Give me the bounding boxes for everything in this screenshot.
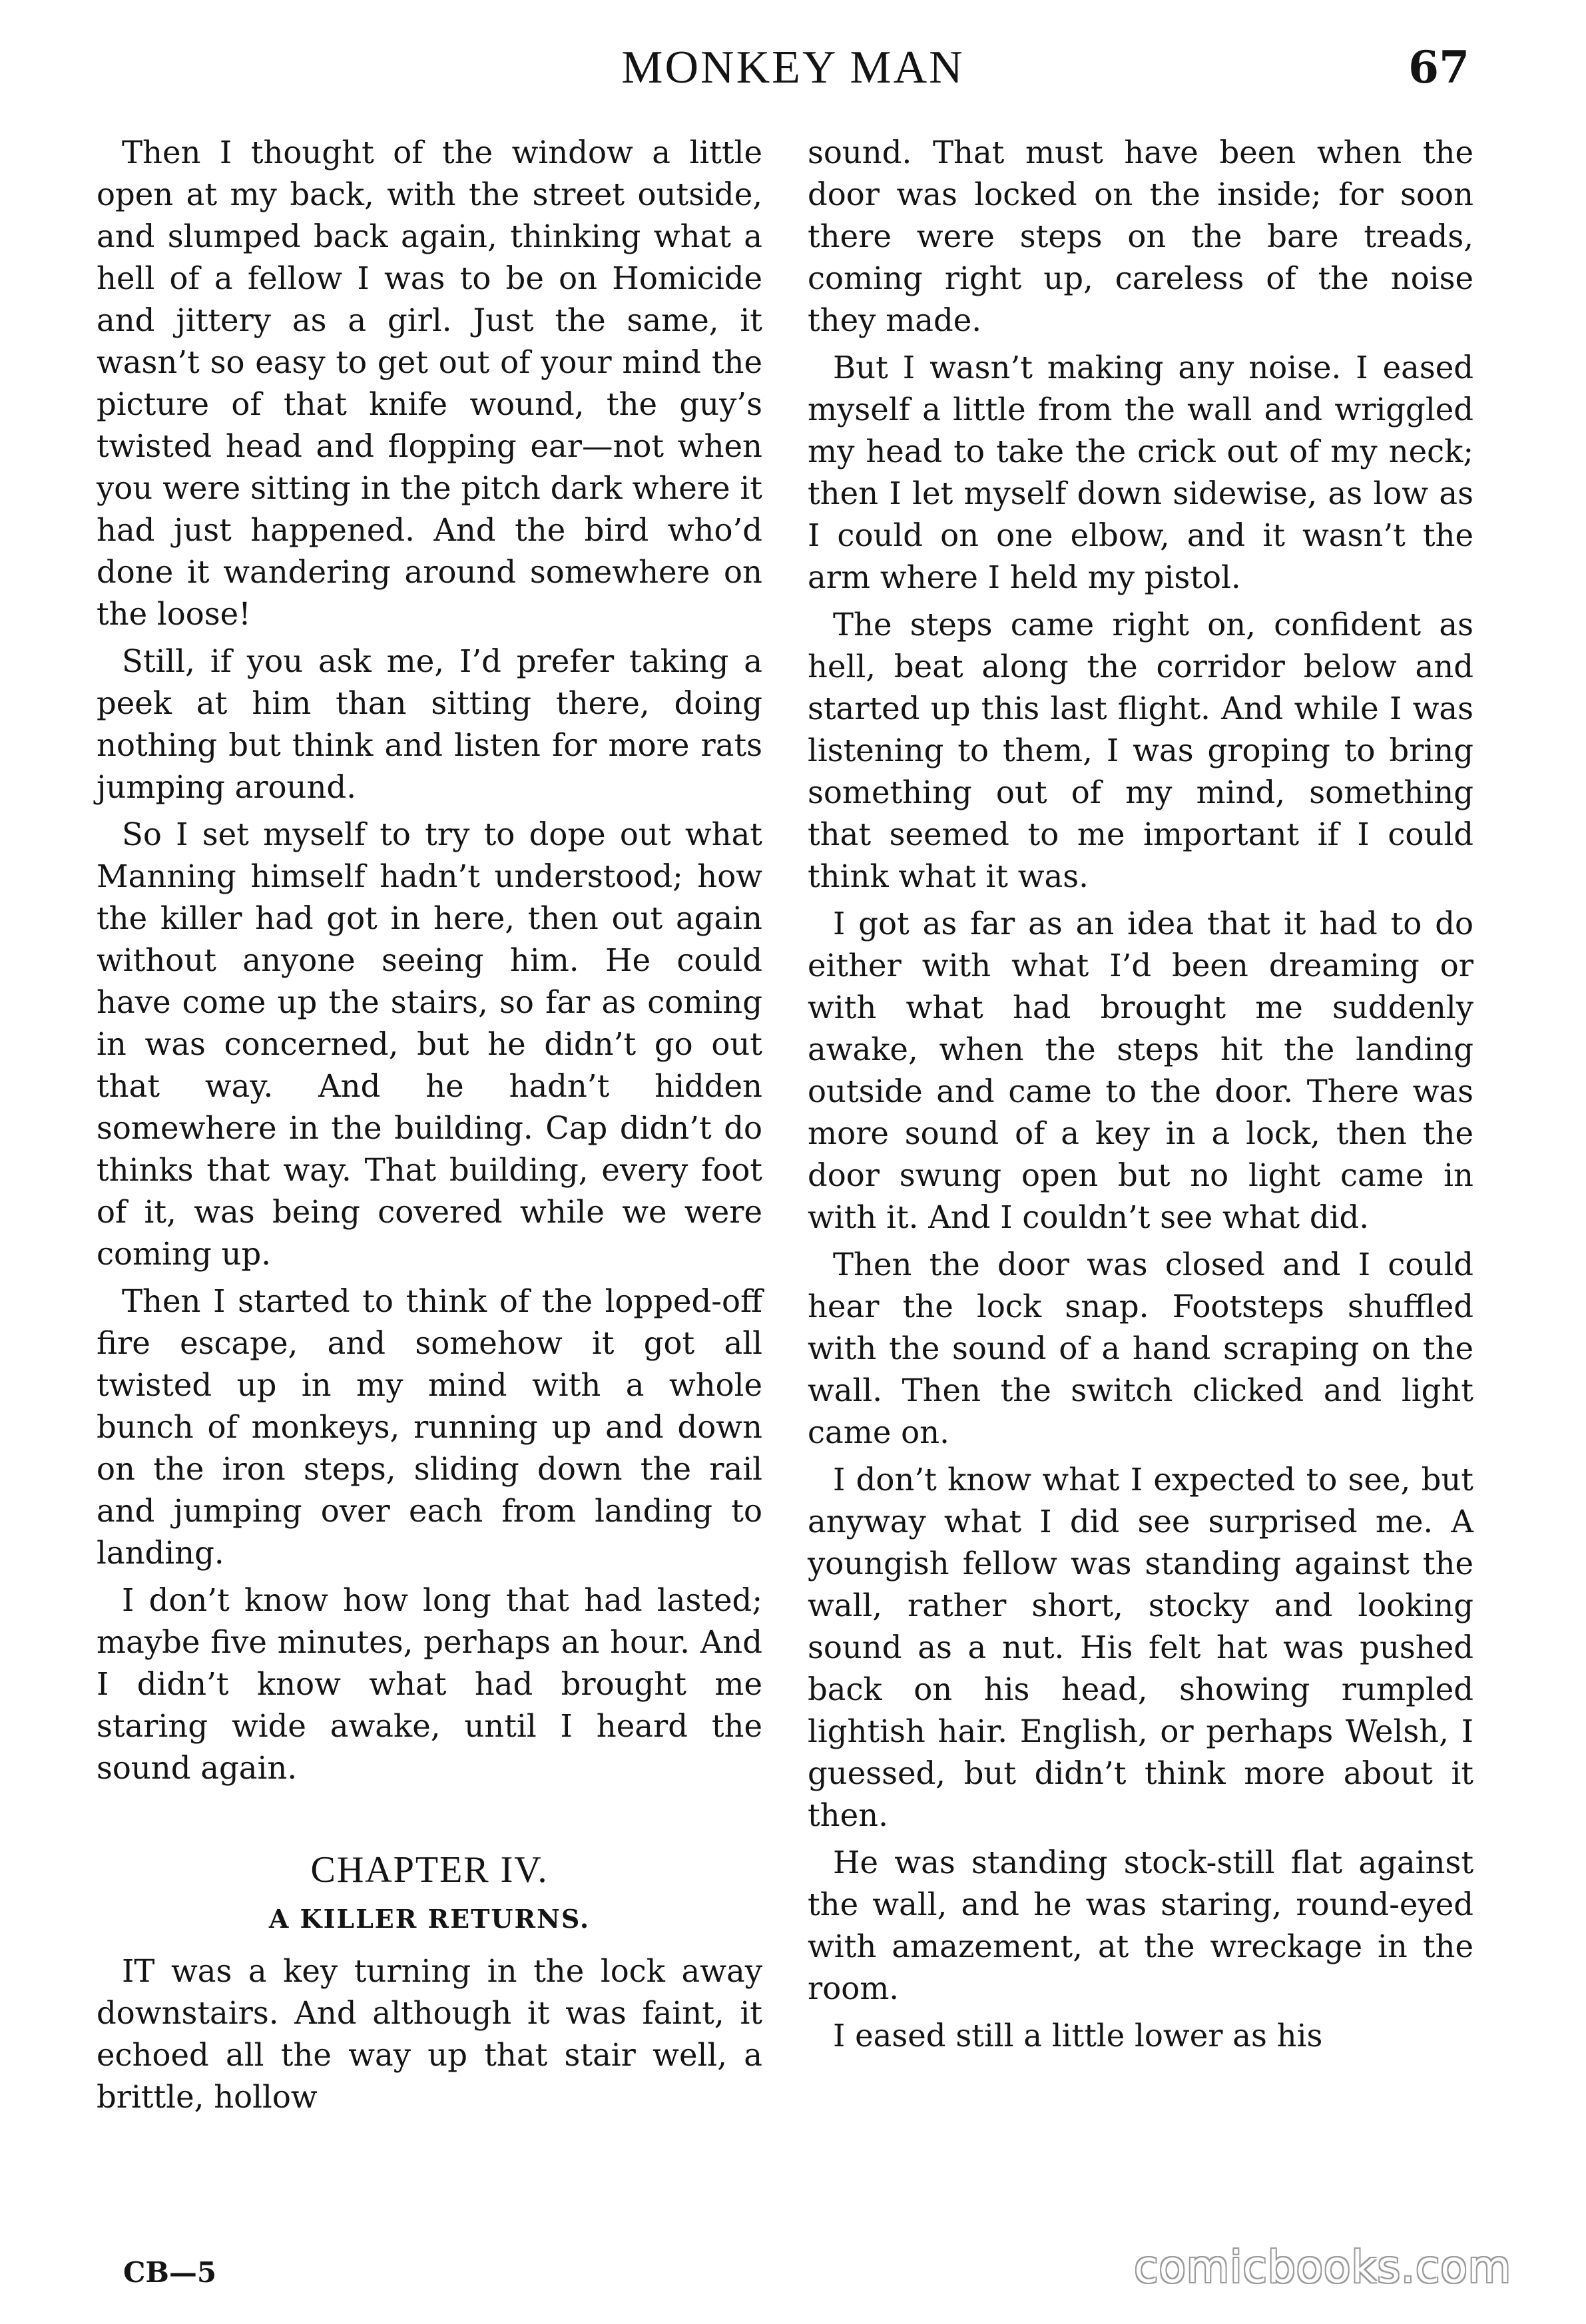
paragraph: The steps came right on, confident as hell, beat along the corridor below and started up this last flight. And while I was listening to them, I was groping to bring something out of my mind, something that seemed to me important if I could think what it was. bbox=[808, 607, 1473, 894]
paragraph: I eased still a little lower as his bbox=[833, 2018, 1323, 2054]
paragraph: So I set myself to try to dope out what Manning himself hadn’t understood; how the killer had got in here, then out again without anyone seeing him. He could have come up the stairs, so far as coming in was concerned, but he didn’t go out that way. And he hadn’t hidden somewhere in the building. Cap didn’t do thinks that way. That building, every foot of it, was being covered while we were coming up. bbox=[97, 816, 762, 1272]
paragraph: Then the door was closed and I could hear the lock snap. Footsteps shuffled with the sound of a hand scraping on the wall. Then the switch clicked and light came on. bbox=[808, 1247, 1473, 1450]
paragraph: I don’t know what I expected to see, but anyway what I did see surprised me. A youngish fellow was standing against the wall, rather short, stocky and looking sound as a nut. His felt hat was pushed back on his head, showing rumpled lightish hair. English, or perhaps Welsh, I guessed, but didn’t think more about it then. bbox=[808, 1462, 1473, 1833]
page-header bbox=[0, 41, 1586, 108]
left-column bbox=[97, 132, 762, 2124]
signature-mark: CB—5 bbox=[123, 2256, 217, 2289]
right-column bbox=[808, 132, 1473, 2062]
paragraph-continued: sound. That must have been when the door was locked on the inside; for soon there were steps on the bare treads, coming right up, careless of the noise they made. bbox=[808, 135, 1473, 338]
chapter-title: CHAPTER IV. bbox=[310, 1849, 549, 1890]
chapter-subtitle: A KILLER RETURNS. bbox=[268, 1904, 591, 1934]
chapter-heading bbox=[97, 1847, 762, 1941]
paragraph: Then I thought of the window a little open at my back, with the street outside, and slumped back again, thinking what a hell of a fellow I was to be on Homicide and jittery as a girl. Just the same, it wasn’t so easy to get out of your mind the picture of that knife wound, the guy’s twisted head and flopping ear—not when you were sitting in the pitch dark where it had just happened. And the bird who’d done it wandering around somewhere on the loose! bbox=[97, 135, 762, 632]
paragraph: Still, if you ask me, I’d prefer taking a peek at him than sitting there, doing nothing but think and listen for more rats jumping around. bbox=[97, 643, 762, 805]
running-title: MONKEY MAN bbox=[621, 42, 965, 93]
watermark: comicbooks.com bbox=[1134, 2241, 1511, 2293]
paragraph: Then I started to think of the lopped-off fire escape, and somehow it got all twisted up in my mind with a whole bunch of monkeys, running up and down on the iron steps, sliding down the rail and jumping over each from landing to landing. bbox=[97, 1283, 762, 1571]
paragraph: I don’t know how long that had lasted; maybe five minutes, perhaps an hour. And I didn’t know what had brought me staring wide awake, until I heard the sound again. bbox=[97, 1582, 762, 1786]
paragraph: He was standing stock-still flat against the wall, and he was staring, round-eyed with amazement, at the wreckage in the room. bbox=[808, 1845, 1473, 2006]
page-number: 67 bbox=[1408, 41, 1469, 93]
paragraph: I got as far as an idea that it had to do either with what I’d been dreaming or with what had brought me suddenly awake, when the steps hit the landing outside and came to the door. There was more sound of a key in a lock, then the door swung open but no light came in with it. And I couldn’t see what did. bbox=[808, 906, 1473, 1235]
paragraph: But I wasn’t making any noise. I eased myself a little from the wall and wriggled my head to take the crick out of my neck; then I let myself down sidewise, as low as I could on one elbow, and it wasn’t the arm where I held my pistol. bbox=[808, 350, 1473, 595]
chapter-opening-paragraph: IT was a key turning in the lock away downstairs. And although it was faint, it echoed all the way up that stair well, a brittle, hollow bbox=[97, 1953, 762, 2115]
